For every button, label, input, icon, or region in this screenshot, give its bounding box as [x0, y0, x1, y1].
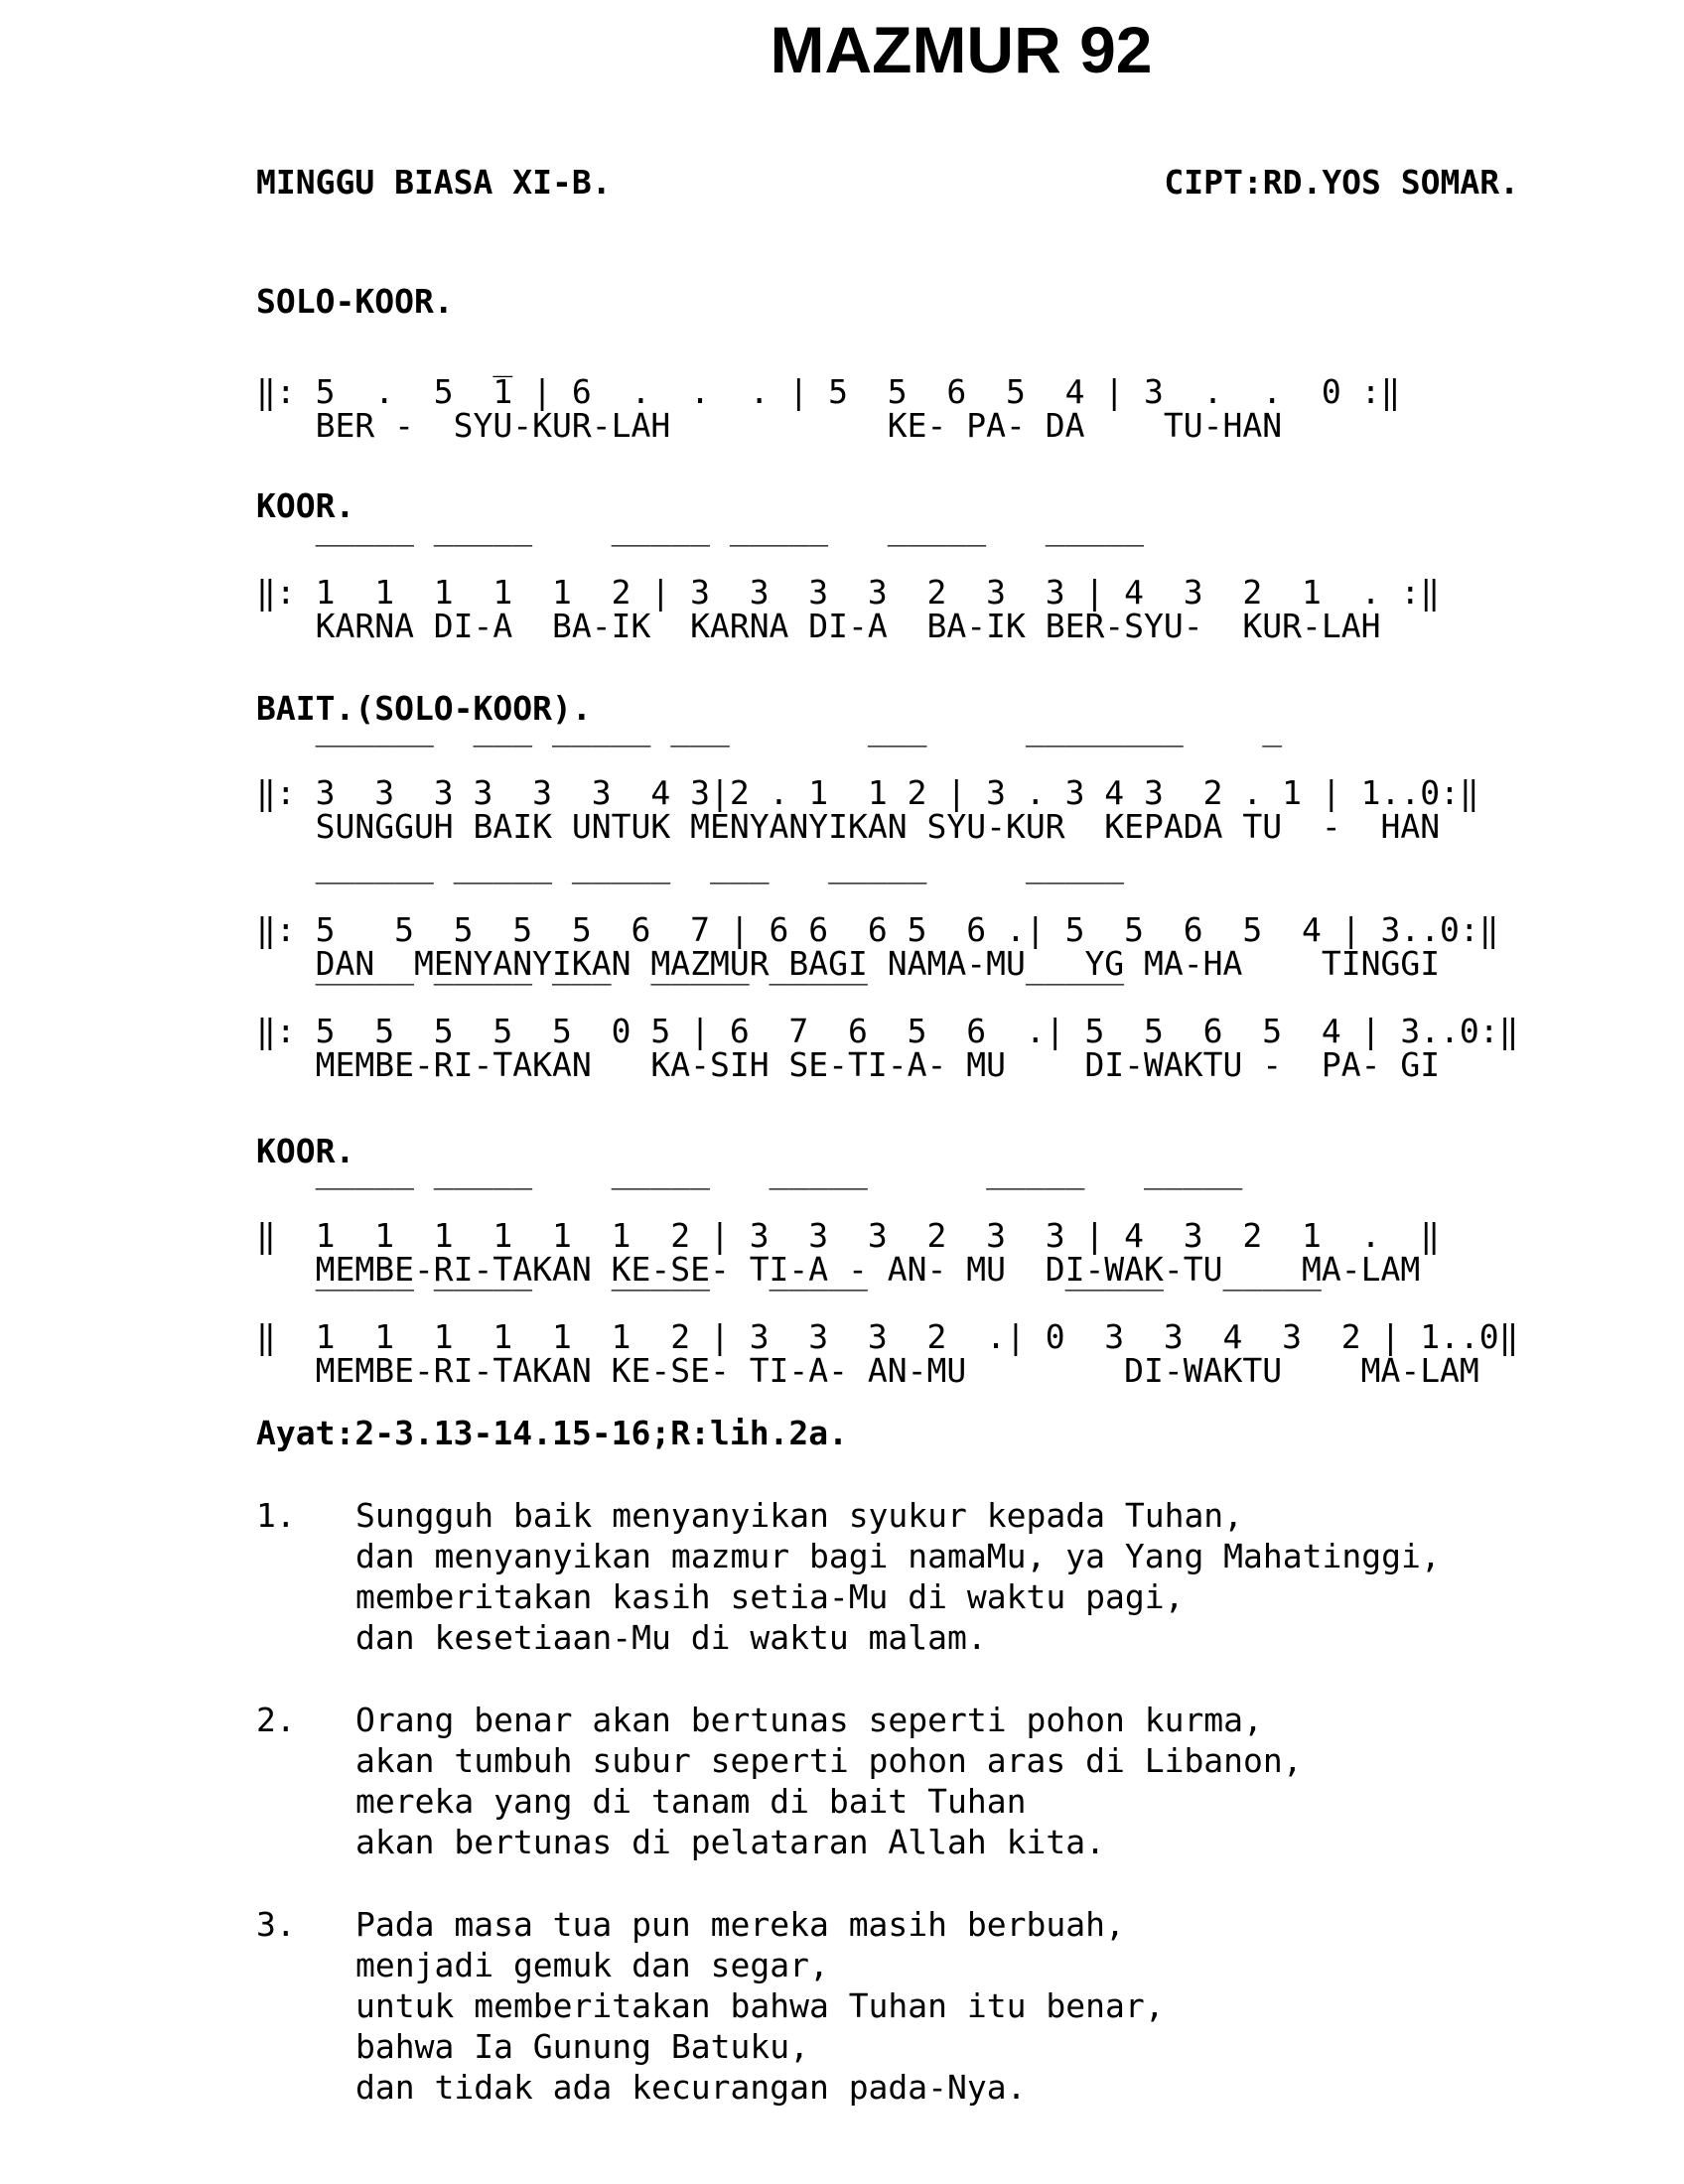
section-label-bait: BAIT.(SOLO-KOOR). — [256, 689, 592, 728]
lyrics-line: MEMBE-RI-TAKAN KA-SIH SE-TI-A- MU DI-WAKTU - PA- GI — [256, 1045, 1441, 1084]
lyrics-line: MEMBE-RI-TAKAN KE-SE- TI-A - AN- MU DI-WAK-TU MA-LAM — [256, 1250, 1421, 1289]
music-stave — [256, 978, 1519, 1084]
tie-marks: ‾‾‾‾‾ ‾‾‾‾‾ ‾‾‾‾‾ ‾‾‾‾‾ ‾‾‾‾‾ ‾‾‾‾‾ — [256, 1182, 1243, 1221]
notes-line: ‖: 5 5 5 5 5 0 5 | 6 7 6 5 6 .| 5 5 6 5 4 | 3..0:‖ — [256, 1012, 1519, 1050]
ayat-reference: Ayat:2-3.13-14.15-16;R:lih.2a. — [256, 1414, 849, 1452]
notes-line: ‖: 5 5 5 5 5 6 7 | 6 6 6 5 6 .| 5 5 6 5 4 | 3..0:‖ — [256, 910, 1499, 949]
verse-line: Orang benar akan bertunas seperti pohon kurma, — [355, 1701, 1263, 1739]
verse-number: 1. — [256, 1496, 296, 1535]
verse-lines — [355, 1700, 1303, 1862]
occasion-label: MINGGU BIASA XI-B. — [256, 163, 612, 202]
music-stave — [256, 1182, 1441, 1289]
notes-line: ‖: 1 1 1 1 1 2 | 3 3 3 3 2 3 3 | 4 3 2 1 . :‖ — [256, 573, 1441, 612]
verse-number: 2. — [256, 1701, 296, 1739]
notes-line: ‖ 1 1 1 1 1 1 2 | 3 3 3 2 .| 0 3 3 4 3 2 | 1..0‖ — [256, 1317, 1519, 1356]
verse-line: akan tumbuh subur seperti pohon aras di Libanon, — [355, 1741, 1303, 1780]
verse-line: dan kesetiaan-Mu di waktu malam. — [355, 1618, 987, 1657]
verse-line: mereka yang di tanam di bait Tuhan — [355, 1782, 1027, 1821]
page-title: MAZMUR 92 — [770, 13, 1153, 86]
music-stave — [256, 740, 1479, 846]
notes-line: ‖ 1 1 1 1 1 1 2 | 3 3 3 2 3 3 | 4 3 2 1 . ‖ — [256, 1216, 1441, 1255]
verse-line: memberitakan kasih setia-Mu di waktu pagi, — [355, 1577, 1185, 1616]
composer-credit: CIPT:RD.YOS SOMAR. — [1164, 163, 1519, 202]
music-stave — [256, 539, 1441, 645]
verse-line: dan tidak ada kecurangan pada-Nya. — [355, 2068, 1027, 2107]
lyrics-line: BER - SYU-KUR-LAH KE- PA- DA TU-HAN — [256, 406, 1283, 445]
verse-line: dan menyanyikan mazmur bagi namaMu, ya Yang Mahatinggi, — [355, 1537, 1441, 1575]
verse-number: 3. — [256, 1905, 296, 1944]
lyrics-line: SUNGGUH BAIK UNTUK MENYANYIKAN SYU-KUR KEPADA TU - HAN — [256, 807, 1441, 846]
verse-line: menjadi gemuk dan segar, — [355, 1946, 829, 1984]
music-stave — [256, 877, 1499, 983]
music-stave — [256, 341, 1400, 443]
verse-lines — [355, 1495, 1441, 1658]
section-label-koor: KOOR. — [256, 486, 355, 525]
verse-line: akan bertunas di pelataran Allah kita. — [355, 1823, 1105, 1861]
notes-line: ‖: 3 3 3 3 3 3 4 3|2 . 1 1 2 | 3 . 3 4 3 2 . 1 | 1..0:‖ — [256, 773, 1479, 812]
notes-line: ‖: 5 . 5 1 | 6 . . . | 5 5 6 5 4 | 3 . . 0 :‖ — [256, 372, 1401, 411]
tie-marks: _ — [256, 339, 513, 377]
tie-marks: ‾‾‾‾‾ ‾‾‾‾‾ ‾‾‾‾‾ ‾‾‾‾‾ ‾‾‾‾‾ ‾‾‾‾‾ — [256, 539, 1145, 578]
tie-marks: ‾‾‾‾‾‾ ‾‾‾ ‾‾‾‾‾ ‾‾‾ ‾‾‾ ‾‾‾‾‾‾‾‾ ‾ — [256, 740, 1283, 778]
tie-marks: ‾‾‾‾‾ ‾‾‾‾‾ ‾‾‾ ‾‾‾‾‾ ‾‾‾‾‾ ‾‾‾‾‾ — [256, 978, 1125, 1017]
section-label-koor-2: KOOR. — [256, 1132, 355, 1170]
tie-marks: ‾‾‾‾‾ ‾‾‾‾‾ ‾‾‾‾‾ ‾‾‾‾‾ ‾‾‾‾‾ ‾‾‾‾‾ — [256, 1284, 1322, 1322]
verse-lines — [355, 1904, 1165, 2108]
lyrics-line: MEMBE-RI-TAKAN KE-SE- TI-A- AN-MU DI-WAKTU MA-LAM — [256, 1351, 1479, 1390]
section-label-solo-koor: SOLO-KOOR. — [256, 282, 454, 321]
lyrics-line: KARNA DI-A BA-IK KARNA DI-A BA-IK BER-SYU- KUR-LAH — [256, 607, 1381, 645]
verse-line: Sungguh baik menyanyikan syukur kepada Tuhan, — [355, 1496, 1244, 1535]
tie-marks: ‾‾‾‾‾‾ ‾‾‾‾‾ ‾‾‾‾‾ ‾‾‾ ‾‾‾‾‾ ‾‾‾‾‾ — [256, 877, 1125, 915]
music-stave — [256, 1284, 1519, 1390]
verse-line: bahwa Ia Gunung Batuku, — [355, 2027, 809, 2066]
verse-line: Pada masa tua pun mereka masih berbuah, — [355, 1905, 1125, 1944]
verse-line: untuk memberitakan bahwa Tuhan itu benar, — [355, 1986, 1165, 2025]
lyrics-line: DAN MENYANYIKAN MAZMUR BAGI NAMA-MU YG MA-HA TINGGI — [256, 944, 1441, 983]
